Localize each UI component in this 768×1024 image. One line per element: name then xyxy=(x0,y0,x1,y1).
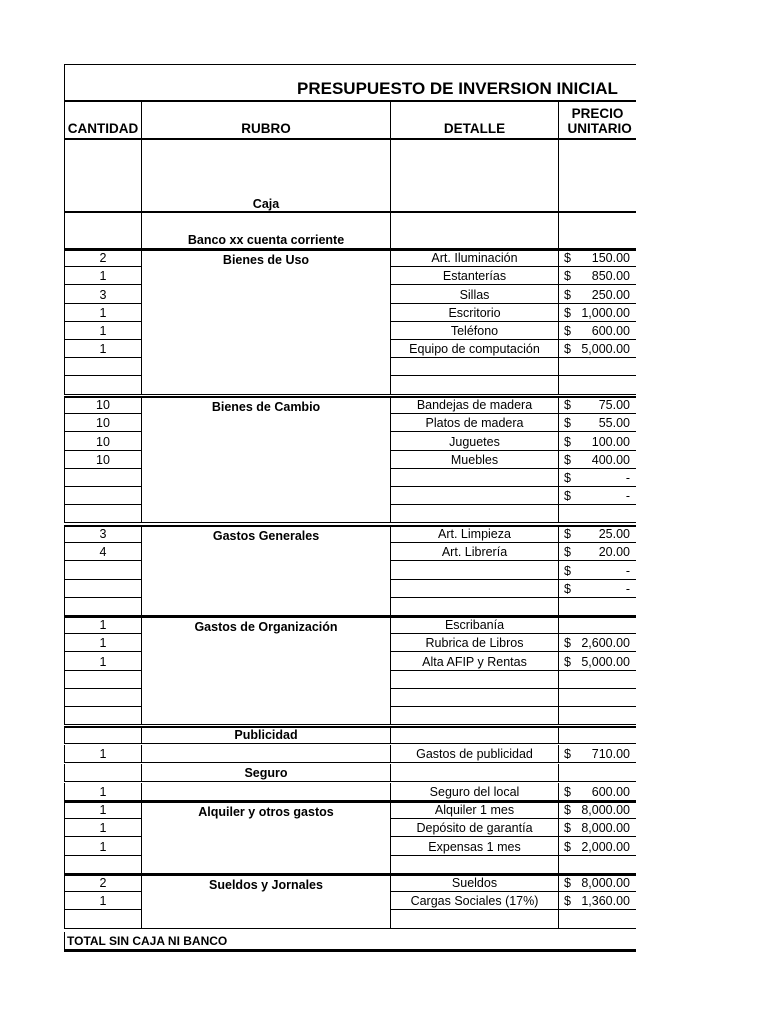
currency-sign: $ xyxy=(564,398,571,413)
cell-detail[interactable] xyxy=(391,707,559,725)
cell-qty[interactable] xyxy=(64,505,142,523)
cell-detail[interactable] xyxy=(391,358,559,376)
header-rubro[interactable] xyxy=(142,102,391,140)
rubro-label: Publicidad xyxy=(234,728,298,743)
rubro-label: Bienes de Cambio xyxy=(211,400,321,415)
cell-price[interactable] xyxy=(559,616,636,634)
detail-value: Bandejas de madera xyxy=(416,398,533,413)
rubro-label: Gastos Generales xyxy=(212,529,320,544)
cell-price[interactable] xyxy=(559,432,636,450)
cell-detail[interactable] xyxy=(391,745,559,763)
rubro-label: Seguro xyxy=(244,766,288,781)
currency-sign: $ xyxy=(564,839,571,854)
cell-qty[interactable] xyxy=(64,892,142,910)
cell-price[interactable] xyxy=(559,671,636,689)
qty-value: 1 xyxy=(99,785,107,800)
cell-qty[interactable] xyxy=(64,689,142,707)
cell-price[interactable] xyxy=(559,652,636,670)
rubro-label: Alquiler y otros gastos xyxy=(198,805,334,820)
currency-sign: $ xyxy=(564,654,571,669)
price-value: 600.00 xyxy=(591,323,630,338)
cell-qty[interactable] xyxy=(64,837,142,855)
detail-value: Escribanía xyxy=(444,618,505,633)
currency-sign: $ xyxy=(564,470,571,485)
qty-value: 1 xyxy=(99,747,107,762)
cell-qty[interactable] xyxy=(64,745,142,763)
qty-value: 1 xyxy=(99,636,107,651)
cell-detail[interactable] xyxy=(391,322,559,340)
cell-price[interactable] xyxy=(559,469,636,487)
cell-detail[interactable] xyxy=(391,689,559,707)
cell-price[interactable] xyxy=(559,525,636,543)
header-precio[interactable] xyxy=(559,102,636,140)
detail-value: Platos de madera xyxy=(425,416,524,431)
cell-detail[interactable] xyxy=(391,505,559,523)
price-value: - xyxy=(625,563,630,578)
cell-detail[interactable] xyxy=(391,249,559,267)
rubro-banco-label: Banco xx cuenta corriente xyxy=(187,233,345,247)
currency-sign: $ xyxy=(564,785,571,800)
cell-qty[interactable] xyxy=(64,671,142,689)
price-value: 100.00 xyxy=(591,434,630,449)
cell-detail[interactable] xyxy=(391,819,559,837)
price-value: 1,360.00 xyxy=(581,894,630,909)
rubro-label: Bienes de Uso xyxy=(222,253,310,268)
cell-detail[interactable] xyxy=(391,874,559,892)
cell-price[interactable] xyxy=(559,580,636,598)
cell-qty[interactable] xyxy=(64,819,142,837)
qty-value: 1 xyxy=(99,821,107,836)
cell-qty[interactable] xyxy=(64,783,142,801)
budget-sheet xyxy=(64,64,636,954)
cell-detail[interactable] xyxy=(391,340,559,358)
currency-sign: $ xyxy=(564,636,571,651)
price-value: - xyxy=(625,489,630,504)
cell-detail[interactable] xyxy=(391,856,559,874)
detail-value: Rubrica de Libros xyxy=(425,636,524,651)
cell-price[interactable] xyxy=(559,745,636,763)
cell-qty[interactable] xyxy=(64,801,142,819)
price-value: 8,000.00 xyxy=(581,821,630,836)
detail-value: Muebles xyxy=(450,452,499,467)
cell-qty[interactable] xyxy=(64,322,142,340)
detail-value: Art. Librería xyxy=(441,545,508,560)
currency-sign: $ xyxy=(564,416,571,431)
cell-qty[interactable] xyxy=(64,652,142,670)
detail-value: Juguetes xyxy=(449,434,500,449)
price-value: 20.00 xyxy=(598,545,630,560)
cell-detail[interactable] xyxy=(391,837,559,855)
cell-rubro[interactable] xyxy=(142,745,391,763)
cell-detail[interactable] xyxy=(391,561,559,579)
cell-qty[interactable] xyxy=(64,874,142,892)
currency-sign: $ xyxy=(564,251,571,266)
cell-qty[interactable] xyxy=(64,707,142,725)
cell-price[interactable] xyxy=(559,783,636,801)
currency-sign: $ xyxy=(564,305,571,320)
cell-detail[interactable] xyxy=(391,487,559,505)
cell-price[interactable] xyxy=(559,801,636,819)
cell-qty[interactable] xyxy=(64,267,142,285)
cell-qty[interactable] xyxy=(64,376,142,394)
cell-price[interactable] xyxy=(559,414,636,432)
cell-price[interactable] xyxy=(559,598,636,616)
qty-value: 1 xyxy=(99,342,107,357)
cell-detail[interactable] xyxy=(391,580,559,598)
currency-sign: $ xyxy=(564,342,571,357)
price-value: 1,000.00 xyxy=(581,305,630,320)
rubro-bienes_uso[interactable] xyxy=(142,249,391,395)
cell-qty[interactable] xyxy=(64,856,142,874)
cell-price[interactable] xyxy=(559,304,636,322)
detail-value: Equipo de computación xyxy=(409,342,540,357)
currency-sign: $ xyxy=(564,452,571,467)
cell-qty[interactable] xyxy=(64,396,142,414)
header-precio-label: PRECIO UNITARIO xyxy=(567,106,632,136)
rubro-gastos_generales[interactable] xyxy=(142,525,391,616)
price-value: 2,000.00 xyxy=(581,839,630,854)
cell-price[interactable] xyxy=(559,451,636,469)
cell-price[interactable] xyxy=(559,910,636,928)
cell-price[interactable] xyxy=(559,856,636,874)
total-label: TOTAL SIN CAJA NI BANCO xyxy=(67,934,228,948)
detail-value: Art. Iluminación xyxy=(431,251,518,266)
cell-price[interactable] xyxy=(559,892,636,910)
cell-qty[interactable] xyxy=(64,561,142,579)
cell-price[interactable] xyxy=(559,249,636,267)
cell-qty[interactable] xyxy=(64,543,142,561)
detail-value: Expensas 1 mes xyxy=(428,839,521,854)
cell-qty[interactable] xyxy=(64,451,142,469)
cell-detail[interactable] xyxy=(391,140,559,213)
cell-price[interactable] xyxy=(559,285,636,303)
rubro-seguro[interactable] xyxy=(142,764,391,782)
cell-qty[interactable] xyxy=(64,414,142,432)
cell-price[interactable] xyxy=(559,211,636,249)
cell-price[interactable] xyxy=(559,819,636,837)
cell-qty[interactable] xyxy=(64,249,142,267)
qty-value: 3 xyxy=(99,527,107,542)
qty-value: 1 xyxy=(99,269,107,284)
header-cantidad-label: CANTIDAD xyxy=(67,121,139,136)
qty-value: 1 xyxy=(99,618,107,633)
price-value: 25.00 xyxy=(598,527,630,542)
header-rubro-label: RUBRO xyxy=(241,121,291,136)
qty-value: 2 xyxy=(99,251,107,266)
price-value: 850.00 xyxy=(591,269,630,284)
currency-sign: $ xyxy=(564,894,571,909)
qty-value: 10 xyxy=(96,452,110,467)
cell-price[interactable] xyxy=(559,874,636,892)
rubro-caja-label: Caja xyxy=(252,197,280,211)
cell-detail[interactable] xyxy=(391,267,559,285)
rubro-label: Gastos de Organización xyxy=(194,620,338,635)
header-detalle-label: DETALLE xyxy=(443,121,506,136)
qty-value: 2 xyxy=(99,876,107,891)
qty-value: 10 xyxy=(96,434,110,449)
rubro-alquiler[interactable] xyxy=(142,801,391,874)
cell-qty[interactable] xyxy=(64,340,142,358)
cell-qty[interactable] xyxy=(64,469,142,487)
cell-qty[interactable] xyxy=(64,764,142,782)
cell-qty[interactable] xyxy=(64,634,142,652)
detail-value: Sillas xyxy=(459,287,490,302)
cell-detail[interactable] xyxy=(391,432,559,450)
price-value: 8,000.00 xyxy=(581,803,630,818)
qty-value: 1 xyxy=(99,323,107,338)
cell-price[interactable] xyxy=(559,726,636,744)
price-value: 400.00 xyxy=(591,452,630,467)
cell-detail[interactable] xyxy=(391,910,559,928)
detail-value: Sueldos xyxy=(451,876,498,891)
currency-sign: $ xyxy=(564,434,571,449)
cell-detail[interactable] xyxy=(391,414,559,432)
header-cantidad[interactable] xyxy=(64,102,142,140)
qty-value: 3 xyxy=(99,287,107,302)
currency-sign: $ xyxy=(564,563,571,578)
cell-detail[interactable] xyxy=(391,634,559,652)
cell-qty[interactable] xyxy=(64,304,142,322)
cell-price[interactable] xyxy=(559,322,636,340)
detail-value: Cargas Sociales (17%) xyxy=(410,894,539,909)
currency-sign: $ xyxy=(564,747,571,762)
cell-price[interactable] xyxy=(559,358,636,376)
currency-sign: $ xyxy=(564,581,571,596)
price-value: 2,600.00 xyxy=(581,636,630,651)
cell-qty[interactable] xyxy=(64,598,142,616)
currency-sign: $ xyxy=(564,876,571,891)
cell-price[interactable] xyxy=(559,340,636,358)
cell-price[interactable] xyxy=(559,837,636,855)
cell-qty[interactable] xyxy=(64,525,142,543)
cell-detail[interactable] xyxy=(391,543,559,561)
cell-detail[interactable] xyxy=(391,304,559,322)
price-value: - xyxy=(625,581,630,596)
cell-qty[interactable] xyxy=(64,432,142,450)
qty-value: 1 xyxy=(99,803,107,818)
cell-qty[interactable] xyxy=(64,487,142,505)
cell-qty[interactable] xyxy=(64,580,142,598)
cell-detail[interactable] xyxy=(391,396,559,414)
cell-rubro[interactable] xyxy=(142,783,391,801)
detail-value: Depósito de garantía xyxy=(416,821,533,836)
cell-detail[interactable] xyxy=(391,376,559,394)
cell-price[interactable] xyxy=(559,267,636,285)
currency-sign: $ xyxy=(564,545,571,560)
cell-detail[interactable] xyxy=(391,671,559,689)
price-value: 250.00 xyxy=(591,287,630,302)
cell-qty[interactable] xyxy=(64,910,142,928)
rubro-label: Sueldos y Jornales xyxy=(209,878,323,893)
cell-detail[interactable] xyxy=(391,598,559,616)
qty-value: 4 xyxy=(99,545,107,560)
cell-price[interactable] xyxy=(559,561,636,579)
cell-detail[interactable] xyxy=(391,652,559,670)
currency-sign: $ xyxy=(564,287,571,302)
cell-detail[interactable] xyxy=(391,764,559,782)
price-value: 75.00 xyxy=(598,398,630,413)
cell-price[interactable] xyxy=(559,689,636,707)
cell-detail[interactable] xyxy=(391,616,559,634)
detail-value: Escritorio xyxy=(448,305,501,320)
cell-detail[interactable] xyxy=(391,726,559,744)
currency-sign: $ xyxy=(564,821,571,836)
price-value: 150.00 xyxy=(591,251,630,266)
cell-price[interactable] xyxy=(559,634,636,652)
detail-value: Alquiler 1 mes xyxy=(434,803,515,818)
detail-value: Seguro del local xyxy=(429,785,520,800)
currency-sign: $ xyxy=(564,489,571,504)
price-value: - xyxy=(625,470,630,485)
qty-value: 10 xyxy=(96,416,110,431)
qty-value: 1 xyxy=(99,894,107,909)
cell-price[interactable] xyxy=(559,376,636,394)
cell-qty[interactable] xyxy=(64,211,142,249)
detail-value: Art. Limpieza xyxy=(438,527,511,542)
detail-value: Alta AFIP y Rentas xyxy=(422,654,527,669)
cell-qty[interactable] xyxy=(64,285,142,303)
cell-price[interactable] xyxy=(559,140,636,213)
cell-detail[interactable] xyxy=(391,783,559,801)
rubro-caja[interactable] xyxy=(142,140,391,213)
cell-price[interactable] xyxy=(559,487,636,505)
qty-value: 1 xyxy=(99,654,107,669)
currency-sign: $ xyxy=(564,269,571,284)
cell-price[interactable] xyxy=(559,396,636,414)
cell-qty[interactable] xyxy=(64,358,142,376)
cell-detail[interactable] xyxy=(391,211,559,249)
cell-qty[interactable] xyxy=(64,140,142,213)
cell-price[interactable] xyxy=(559,505,636,523)
cell-price[interactable] xyxy=(559,764,636,782)
rubro-gastos_organizacion[interactable] xyxy=(142,616,391,725)
rubro-banco[interactable] xyxy=(142,211,391,249)
price-value: 5,000.00 xyxy=(581,342,630,357)
cell-detail[interactable] xyxy=(391,801,559,819)
detail-value: Estanterías xyxy=(442,269,507,284)
cell-detail[interactable] xyxy=(391,285,559,303)
rubro-bienes_cambio[interactable] xyxy=(142,396,391,523)
price-value: 55.00 xyxy=(598,416,630,431)
price-value: 5,000.00 xyxy=(581,654,630,669)
detail-value: Teléfono xyxy=(450,323,499,338)
header-detalle[interactable] xyxy=(391,102,559,140)
cell-qty[interactable] xyxy=(64,616,142,634)
cell-detail[interactable] xyxy=(391,451,559,469)
price-value: 8,000.00 xyxy=(581,876,630,891)
cell-detail[interactable] xyxy=(391,469,559,487)
currency-sign: $ xyxy=(564,803,571,818)
qty-value: 10 xyxy=(96,398,110,413)
currency-sign: $ xyxy=(564,323,571,338)
cell-qty[interactable] xyxy=(64,726,142,744)
cell-price[interactable] xyxy=(559,707,636,725)
rubro-publicidad[interactable] xyxy=(142,726,391,744)
cell-detail[interactable] xyxy=(391,892,559,910)
cell-detail[interactable] xyxy=(391,525,559,543)
currency-sign: $ xyxy=(564,527,571,542)
cell-price[interactable] xyxy=(559,543,636,561)
qty-value: 1 xyxy=(99,305,107,320)
total-row xyxy=(64,932,636,952)
price-value: 600.00 xyxy=(591,785,630,800)
sheet-title xyxy=(64,64,636,102)
rubro-sueldos[interactable] xyxy=(142,874,391,929)
qty-value: 1 xyxy=(99,839,107,854)
price-value: 710.00 xyxy=(591,747,630,762)
detail-value: Gastos de publicidad xyxy=(416,747,533,762)
title-text: PRESUPUESTO DE INVERSION INICIAL xyxy=(297,79,618,98)
